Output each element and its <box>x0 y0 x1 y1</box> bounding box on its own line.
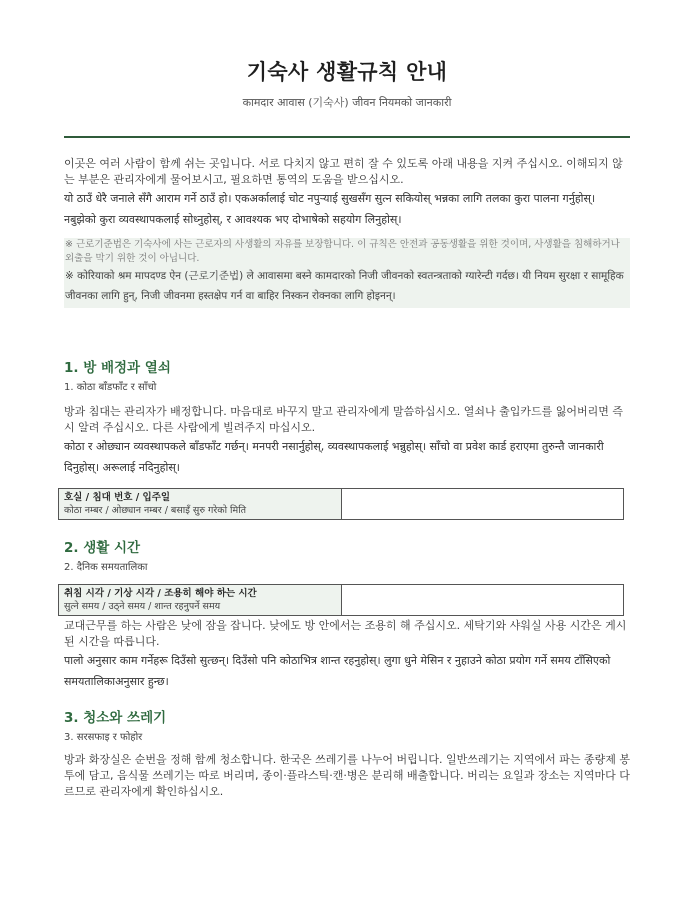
section-text-ko: 방과 화장실은 순번을 정해 함께 청소합니다. 한국은 쓰레기를 나누어 버립니다. 일반쓰레기는 지역에서 파는 종량제 봉투에 담고, 음식물 쓰레기는 따로 버리며, 종이·플라스틱·캔·병은 분리해 배출합니다. 버리는 요일과 장소는 지역마다 다르므로 관리자에게 확인하십시오. <box>64 753 630 798</box>
section-text-ko: 교대근무를 하는 사람은 낮에 잠을 잡니다. 낮에도 방 안에서는 조용히 해 주십시오. 세탁기와 샤워실 사용 시간은 게시된 시간을 따릅니다. <box>64 619 627 648</box>
intro-text-ne: यो ठाउँ धेरै जनाले सँगै आराम गर्ने ठाउँ हो। एकअर्कालाई चोट नपुर्‍याई सुखसँग सुत्न सकियोस् भन्नका लागि तलका कुरा पालना गर्नुहोस्। नबुझेको कुरा व्यवस्थापकलाई सोध्नुहोस्, र आवश्यक भए दोभाषेको सहयोग लिनुहोस्। <box>64 192 596 226</box>
section-cleaning-waste <box>64 706 630 743</box>
section-subtitle: 3. सरसफाइ र फोहोर <box>64 732 143 743</box>
legal-note-box <box>64 238 630 308</box>
section-room-assignment <box>64 356 630 393</box>
section-subtitle: 1. कोठा बाँडफाँट र साँचो <box>64 382 157 393</box>
section-daily-schedule <box>64 536 630 573</box>
header-divider <box>64 136 630 138</box>
document-header <box>64 56 630 110</box>
section-title: 2. 생활 시간 <box>64 540 141 556</box>
section-title: 1. 방 배정과 열쇠 <box>64 360 171 376</box>
section-text-ne: पालो अनुसार काम गर्नेहरू दिउँसो सुत्छन्। दिउँसो पनि कोठाभित्र शान्त रहनुहोस्। लुगा धुने मेसिन र नुहाउने कोठा प्रयोग गर्ने समय टाँसिएको समयतालिकाअनुसार हुन्छ। <box>64 654 611 688</box>
field-label-ne: सुत्ने समय / उठ्ने समय / शान्त रहनुपर्ने समय <box>64 601 221 612</box>
schedule-value-cell[interactable] <box>342 585 623 615</box>
section-title: 3. 청소와 쓰레기 <box>64 710 167 726</box>
field-label-ko: 호실 / 침대 번호 / 입주일 <box>64 492 171 503</box>
page-title: 기숙사 생활규칙 안내 <box>246 60 448 84</box>
section-daily-schedule-body <box>64 618 630 692</box>
intro-block <box>64 156 630 230</box>
section-room-assignment-body <box>64 404 630 478</box>
field-label <box>59 489 342 519</box>
section-cleaning-waste-body <box>64 752 630 800</box>
schedule-field <box>58 584 624 616</box>
room-info-value-cell[interactable] <box>342 489 623 519</box>
field-label-ne: कोठा नम्बर / ओछ्यान नम्बर / बसाइँ सुरु गरेको मिति <box>64 505 247 516</box>
legal-note-ne: ※ कोरियाको श्रम मापदण्ड ऐन (근로기준법) ले आवासमा बस्ने कामदारको निजी जीवनको स्वतन्त्रताको ग्यारेन्टी गर्दछ। यी नियम सुरक्षा र सामूहिक जीवनका लागि हुन्, निजी जीवनमा हस्तक्षेप गर्न वा बाहिर निस्कन रोक्नका लागि होइनन्। <box>65 270 624 302</box>
intro-text-ko: 이곳은 여러 사람이 함께 쉬는 곳입니다. 서로 다치지 않고 편히 잘 수 있도록 아래 내용을 지켜 주십시오. 이해되지 않는 부분은 관리자에게 물어보시고, 필요하면 통역의 도움을 받으십시오. <box>64 157 623 186</box>
field-label-ko: 취침 시각 / 기상 시각 / 조용히 해야 하는 시간 <box>64 588 257 599</box>
legal-note-ko: ※ 근로기준법은 기숙사에 사는 근로자의 사생활의 자유를 보장합니다. 이 규칙은 안전과 공동생활을 위한 것이며, 사생활을 침해하거나 외출을 막기 위한 것이 아닙니다. <box>65 239 620 264</box>
section-text-ne: कोठा र ओछ्यान व्यवस्थापकले बाँडफाँट गर्छन्। मनपरी नसार्नुहोस्, व्यवस्थापकलाई भन्नुहोस्। साँचो वा प्रवेश कार्ड हराएमा तुरुन्तै जानकारी दिनुहोस्। अरूलाई नदिनुहोस्। <box>64 440 604 474</box>
field-label <box>59 585 342 615</box>
room-info-field <box>58 488 624 520</box>
page-subtitle: कामदार आवास (기숙사) जीवन नियमको जानकारी <box>242 96 452 109</box>
section-text-ko: 방과 침대는 관리자가 배정합니다. 마음대로 바꾸지 말고 관리자에게 말씀하십시오. 열쇠나 출입카드를 잃어버리면 즉시 알려 주십시오. 다른 사람에게 빌려주지 마십시오. <box>64 405 623 434</box>
section-subtitle: 2. दैनिक समयतालिका <box>64 562 148 573</box>
